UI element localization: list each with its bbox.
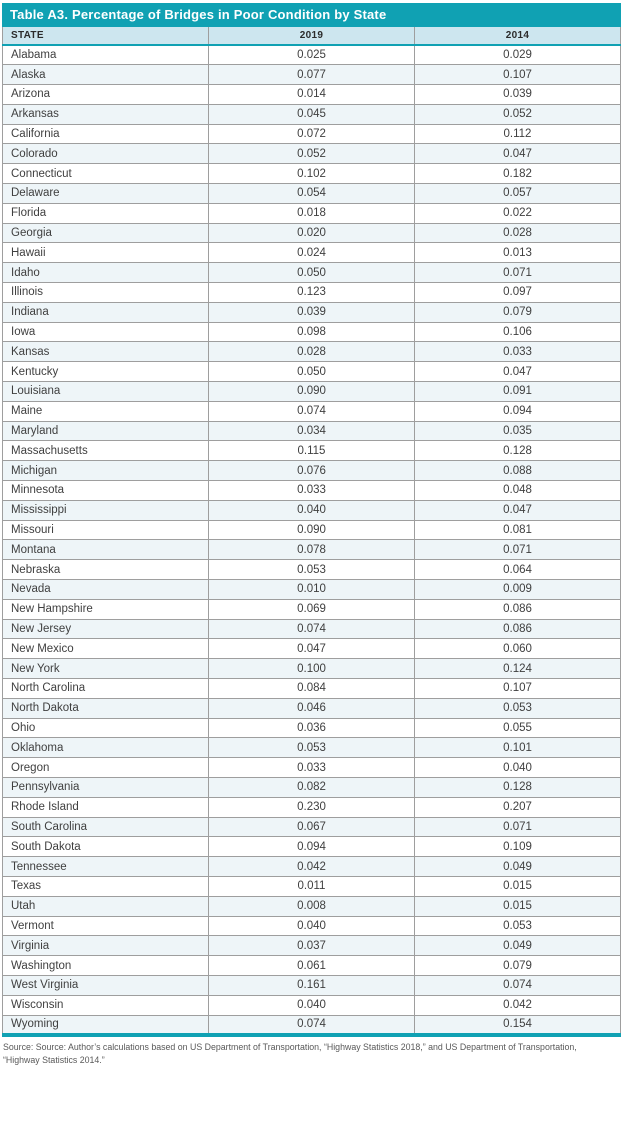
state-cell: Maryland bbox=[3, 421, 209, 441]
value-2019-cell: 0.074 bbox=[209, 619, 415, 639]
value-2014-cell: 0.094 bbox=[415, 401, 621, 421]
state-cell: Wisconsin bbox=[3, 995, 209, 1015]
state-cell: New Hampshire bbox=[3, 599, 209, 619]
value-2014-cell: 0.042 bbox=[415, 995, 621, 1015]
value-2019-cell: 0.123 bbox=[209, 283, 415, 303]
value-2014-cell: 0.029 bbox=[415, 45, 621, 65]
state-cell: Wyoming bbox=[3, 1015, 209, 1035]
table-row bbox=[3, 65, 621, 85]
state-cell: Virginia bbox=[3, 936, 209, 956]
value-2019-cell: 0.020 bbox=[209, 223, 415, 243]
value-2014-cell: 0.047 bbox=[415, 144, 621, 164]
value-2014-cell: 0.049 bbox=[415, 857, 621, 877]
value-2019-cell: 0.053 bbox=[209, 738, 415, 758]
value-2014-cell: 0.079 bbox=[415, 302, 621, 322]
table-row bbox=[3, 1015, 621, 1035]
column-header-2019: 2019 bbox=[209, 27, 415, 45]
value-2019-cell: 0.024 bbox=[209, 243, 415, 263]
state-cell: Missouri bbox=[3, 520, 209, 540]
table-row bbox=[3, 599, 621, 619]
value-2019-cell: 0.067 bbox=[209, 817, 415, 837]
value-2014-cell: 0.060 bbox=[415, 639, 621, 659]
state-cell: South Dakota bbox=[3, 837, 209, 857]
table-row bbox=[3, 837, 621, 857]
table-row bbox=[3, 481, 621, 501]
value-2014-cell: 0.106 bbox=[415, 322, 621, 342]
value-2014-cell: 0.013 bbox=[415, 243, 621, 263]
value-2019-cell: 0.033 bbox=[209, 758, 415, 778]
state-cell: North Carolina bbox=[3, 679, 209, 699]
state-cell: Arizona bbox=[3, 85, 209, 105]
state-cell: Louisiana bbox=[3, 382, 209, 402]
table-row bbox=[3, 975, 621, 995]
table-row bbox=[3, 639, 621, 659]
state-cell: Kansas bbox=[3, 342, 209, 362]
state-cell: Maine bbox=[3, 401, 209, 421]
value-2019-cell: 0.074 bbox=[209, 401, 415, 421]
table-row bbox=[3, 45, 621, 65]
table-row bbox=[3, 322, 621, 342]
value-2014-cell: 0.079 bbox=[415, 956, 621, 976]
value-2019-cell: 0.033 bbox=[209, 481, 415, 501]
value-2019-cell: 0.028 bbox=[209, 342, 415, 362]
value-2019-cell: 0.115 bbox=[209, 441, 415, 461]
state-cell: New Mexico bbox=[3, 639, 209, 659]
value-2014-cell: 0.081 bbox=[415, 520, 621, 540]
state-cell: Georgia bbox=[3, 223, 209, 243]
table-row bbox=[3, 223, 621, 243]
value-2014-cell: 0.049 bbox=[415, 936, 621, 956]
table-row bbox=[3, 619, 621, 639]
table-row bbox=[3, 342, 621, 362]
table-row bbox=[3, 104, 621, 124]
value-2019-cell: 0.046 bbox=[209, 698, 415, 718]
table-row bbox=[3, 124, 621, 144]
table-row bbox=[3, 956, 621, 976]
table-row bbox=[3, 461, 621, 481]
value-2019-cell: 0.052 bbox=[209, 144, 415, 164]
value-2019-cell: 0.037 bbox=[209, 936, 415, 956]
state-cell: Massachusetts bbox=[3, 441, 209, 461]
table-row bbox=[3, 580, 621, 600]
value-2014-cell: 0.207 bbox=[415, 797, 621, 817]
state-cell: Oregon bbox=[3, 758, 209, 778]
value-2014-cell: 0.048 bbox=[415, 481, 621, 501]
value-2019-cell: 0.098 bbox=[209, 322, 415, 342]
value-2019-cell: 0.090 bbox=[209, 520, 415, 540]
state-cell: Hawaii bbox=[3, 243, 209, 263]
value-2019-cell: 0.102 bbox=[209, 164, 415, 184]
value-2014-cell: 0.039 bbox=[415, 85, 621, 105]
state-cell: California bbox=[3, 124, 209, 144]
state-cell: North Dakota bbox=[3, 698, 209, 718]
table-row bbox=[3, 876, 621, 896]
table-row bbox=[3, 916, 621, 936]
table-row bbox=[3, 520, 621, 540]
table-row bbox=[3, 144, 621, 164]
value-2014-cell: 0.040 bbox=[415, 758, 621, 778]
value-2014-cell: 0.154 bbox=[415, 1015, 621, 1035]
state-cell: Ohio bbox=[3, 718, 209, 738]
value-2014-cell: 0.015 bbox=[415, 896, 621, 916]
value-2019-cell: 0.072 bbox=[209, 124, 415, 144]
state-cell: Pennsylvania bbox=[3, 777, 209, 797]
value-2019-cell: 0.036 bbox=[209, 718, 415, 738]
table-row bbox=[3, 540, 621, 560]
table-row bbox=[3, 164, 621, 184]
state-cell: Connecticut bbox=[3, 164, 209, 184]
value-2014-cell: 0.101 bbox=[415, 738, 621, 758]
table-row bbox=[3, 203, 621, 223]
state-cell: Washington bbox=[3, 956, 209, 976]
value-2014-cell: 0.047 bbox=[415, 362, 621, 382]
state-cell: Illinois bbox=[3, 283, 209, 303]
value-2014-cell: 0.071 bbox=[415, 263, 621, 283]
value-2019-cell: 0.082 bbox=[209, 777, 415, 797]
value-2019-cell: 0.069 bbox=[209, 599, 415, 619]
state-cell: Florida bbox=[3, 203, 209, 223]
value-2014-cell: 0.112 bbox=[415, 124, 621, 144]
value-2019-cell: 0.050 bbox=[209, 362, 415, 382]
table-row bbox=[3, 283, 621, 303]
state-cell: Minnesota bbox=[3, 481, 209, 501]
state-cell: Texas bbox=[3, 876, 209, 896]
value-2014-cell: 0.109 bbox=[415, 837, 621, 857]
value-2014-cell: 0.064 bbox=[415, 560, 621, 580]
value-2019-cell: 0.045 bbox=[209, 104, 415, 124]
value-2019-cell: 0.047 bbox=[209, 639, 415, 659]
table-row bbox=[3, 401, 621, 421]
value-2014-cell: 0.088 bbox=[415, 461, 621, 481]
value-2014-cell: 0.022 bbox=[415, 203, 621, 223]
table-row bbox=[3, 679, 621, 699]
value-2014-cell: 0.052 bbox=[415, 104, 621, 124]
value-2014-cell: 0.182 bbox=[415, 164, 621, 184]
value-2014-cell: 0.097 bbox=[415, 283, 621, 303]
value-2019-cell: 0.094 bbox=[209, 837, 415, 857]
value-2014-cell: 0.074 bbox=[415, 975, 621, 995]
table-row bbox=[3, 738, 621, 758]
value-2019-cell: 0.161 bbox=[209, 975, 415, 995]
value-2014-cell: 0.055 bbox=[415, 718, 621, 738]
table-row bbox=[3, 857, 621, 877]
value-2014-cell: 0.035 bbox=[415, 421, 621, 441]
table-row bbox=[3, 659, 621, 679]
value-2019-cell: 0.078 bbox=[209, 540, 415, 560]
table-row bbox=[3, 243, 621, 263]
header-row bbox=[3, 27, 621, 45]
table-row bbox=[3, 560, 621, 580]
table-row bbox=[3, 995, 621, 1015]
value-2014-cell: 0.124 bbox=[415, 659, 621, 679]
table-row bbox=[3, 184, 621, 204]
table-row bbox=[3, 263, 621, 283]
state-cell: Nebraska bbox=[3, 560, 209, 580]
column-header-2014: 2014 bbox=[415, 27, 621, 45]
table-row bbox=[3, 382, 621, 402]
table-row bbox=[3, 698, 621, 718]
value-2014-cell: 0.107 bbox=[415, 679, 621, 699]
value-2019-cell: 0.042 bbox=[209, 857, 415, 877]
value-2019-cell: 0.100 bbox=[209, 659, 415, 679]
column-header-state: STATE bbox=[3, 27, 209, 45]
value-2014-cell: 0.128 bbox=[415, 777, 621, 797]
value-2019-cell: 0.053 bbox=[209, 560, 415, 580]
value-2014-cell: 0.091 bbox=[415, 382, 621, 402]
state-cell: Montana bbox=[3, 540, 209, 560]
state-cell: Iowa bbox=[3, 322, 209, 342]
value-2019-cell: 0.014 bbox=[209, 85, 415, 105]
bridges-table bbox=[2, 27, 621, 1037]
state-cell: Kentucky bbox=[3, 362, 209, 382]
value-2019-cell: 0.050 bbox=[209, 263, 415, 283]
source-note: Source: Source: Author’s calculations based on US Department of Transportation, “Highway Statistics 2018,” and US Department of Transportation, “Highway Statistics 2014.” bbox=[3, 1041, 577, 1066]
table-row bbox=[3, 718, 621, 738]
table-row bbox=[3, 441, 621, 461]
value-2014-cell: 0.086 bbox=[415, 599, 621, 619]
state-cell: Idaho bbox=[3, 263, 209, 283]
value-2019-cell: 0.074 bbox=[209, 1015, 415, 1035]
value-2014-cell: 0.033 bbox=[415, 342, 621, 362]
table-row bbox=[3, 302, 621, 322]
state-cell: Michigan bbox=[3, 461, 209, 481]
value-2014-cell: 0.028 bbox=[415, 223, 621, 243]
table-row bbox=[3, 362, 621, 382]
state-cell: Vermont bbox=[3, 916, 209, 936]
value-2019-cell: 0.025 bbox=[209, 45, 415, 65]
value-2014-cell: 0.053 bbox=[415, 916, 621, 936]
table-row bbox=[3, 758, 621, 778]
value-2014-cell: 0.128 bbox=[415, 441, 621, 461]
value-2014-cell: 0.009 bbox=[415, 580, 621, 600]
value-2019-cell: 0.034 bbox=[209, 421, 415, 441]
value-2019-cell: 0.008 bbox=[209, 896, 415, 916]
value-2014-cell: 0.057 bbox=[415, 184, 621, 204]
value-2019-cell: 0.084 bbox=[209, 679, 415, 699]
value-2019-cell: 0.040 bbox=[209, 995, 415, 1015]
state-cell: New York bbox=[3, 659, 209, 679]
state-cell: New Jersey bbox=[3, 619, 209, 639]
value-2019-cell: 0.061 bbox=[209, 956, 415, 976]
value-2019-cell: 0.040 bbox=[209, 500, 415, 520]
value-2019-cell: 0.054 bbox=[209, 184, 415, 204]
state-cell: Nevada bbox=[3, 580, 209, 600]
state-cell: Mississippi bbox=[3, 500, 209, 520]
state-cell: Tennessee bbox=[3, 857, 209, 877]
value-2014-cell: 0.047 bbox=[415, 500, 621, 520]
value-2014-cell: 0.086 bbox=[415, 619, 621, 639]
value-2019-cell: 0.090 bbox=[209, 382, 415, 402]
state-cell: Delaware bbox=[3, 184, 209, 204]
value-2019-cell: 0.011 bbox=[209, 876, 415, 896]
table-row bbox=[3, 85, 621, 105]
value-2019-cell: 0.039 bbox=[209, 302, 415, 322]
table-title: Table A3. Percentage of Bridges in Poor Condition by State bbox=[2, 3, 621, 27]
value-2014-cell: 0.071 bbox=[415, 817, 621, 837]
table-body bbox=[3, 45, 621, 1035]
state-cell: West Virginia bbox=[3, 975, 209, 995]
value-2014-cell: 0.015 bbox=[415, 876, 621, 896]
state-cell: South Carolina bbox=[3, 817, 209, 837]
value-2019-cell: 0.040 bbox=[209, 916, 415, 936]
table-row bbox=[3, 797, 621, 817]
table-row bbox=[3, 777, 621, 797]
table-row bbox=[3, 817, 621, 837]
state-cell: Rhode Island bbox=[3, 797, 209, 817]
value-2014-cell: 0.053 bbox=[415, 698, 621, 718]
table-row bbox=[3, 421, 621, 441]
state-cell: Arkansas bbox=[3, 104, 209, 124]
value-2019-cell: 0.077 bbox=[209, 65, 415, 85]
table-row bbox=[3, 896, 621, 916]
value-2014-cell: 0.071 bbox=[415, 540, 621, 560]
value-2019-cell: 0.010 bbox=[209, 580, 415, 600]
value-2019-cell: 0.018 bbox=[209, 203, 415, 223]
state-cell: Utah bbox=[3, 896, 209, 916]
state-cell: Alaska bbox=[3, 65, 209, 85]
state-cell: Indiana bbox=[3, 302, 209, 322]
value-2019-cell: 0.076 bbox=[209, 461, 415, 481]
table-row bbox=[3, 936, 621, 956]
table-row bbox=[3, 500, 621, 520]
value-2014-cell: 0.107 bbox=[415, 65, 621, 85]
state-cell: Oklahoma bbox=[3, 738, 209, 758]
value-2019-cell: 0.230 bbox=[209, 797, 415, 817]
state-cell: Colorado bbox=[3, 144, 209, 164]
state-cell: Alabama bbox=[3, 45, 209, 65]
